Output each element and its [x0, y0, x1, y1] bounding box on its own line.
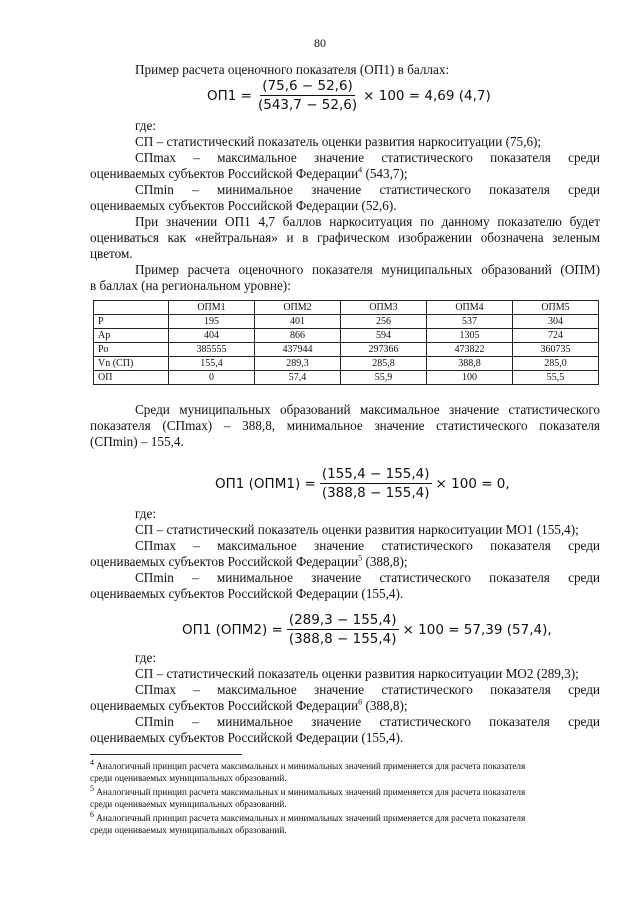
table-row — [94, 315, 599, 329]
definition-spmin: СПmin – минимальное значение статистического показателя среди — [135, 182, 600, 197]
formula-opm2 — [182, 612, 552, 647]
table-cell: 256 — [341, 315, 427, 329]
definition-spmin-cont: оцениваемых субъектов Российской Федерации (155,4). — [90, 730, 404, 745]
footnote-divider — [90, 754, 242, 755]
footnote-4: $^4$ Аналогичный принцип расчета максимальных и минимальных значений применяется для расчета показателя среди оцениваемых муниципальных образований. — [90, 757, 526, 783]
footnote-6: $^6$ Аналогичный принцип расчета максимальных и минимальных значений применяется для расчета показателя среди оцениваемых муниципальных образований. — [90, 809, 526, 835]
definition-spmax: СПmax – максимальное значение статистического показателя среди — [135, 538, 600, 553]
formula-lhs: ОП1 (ОПМ1) = — [215, 475, 316, 492]
definition-spmin: СПmin – минимальное значение статистического показателя среди — [135, 714, 600, 729]
table-cell: 285,0 — [513, 357, 599, 371]
formula-denominator: (388,8 − 155,4) — [288, 631, 397, 647]
formula-lhs: ОП1 = — [207, 87, 252, 104]
formula-fraction — [320, 466, 432, 501]
table-cell: 385555 — [169, 343, 255, 357]
definition-spmin-cont: оцениваемых субъектов Российской Федерации (155,4). — [90, 586, 404, 601]
table-header-cell — [94, 301, 169, 315]
definition-spmax-cont: оцениваемых субъектов Российской Федерации$^6$ (388,8); — [90, 697, 408, 713]
table-cell: 594 — [341, 329, 427, 343]
table-cell: 155,4 — [169, 357, 255, 371]
table-cell: 404 — [169, 329, 255, 343]
formula-opm1 — [215, 466, 510, 501]
definition-sp: СП – статистический показатель оценки развития наркоситуации (75,6); — [135, 134, 542, 149]
footnote-ref: 6 — [358, 697, 363, 707]
table-cell: 100 — [427, 371, 513, 385]
table-row-label: ОП — [94, 371, 169, 385]
table-cell: 297366 — [341, 343, 427, 357]
table-header-cell: ОПМ5 — [513, 301, 599, 315]
table-row — [94, 343, 599, 357]
paragraph-line: показателя (СПmax) – 388,8, минимальное значение статистического показателя — [90, 418, 600, 433]
definition-spmax-cont: оцениваемых субъектов Российской Федерации$^4$ (543,7); — [90, 165, 408, 181]
formula-denominator: (543,7 − 52,6) — [257, 97, 358, 113]
formula-rhs: × 100 = 0, — [435, 475, 510, 492]
table-cell: 437944 — [255, 343, 341, 357]
table-header-cell: ОПМ4 — [427, 301, 513, 315]
where-label: где: — [135, 506, 156, 521]
definition-spmax-cont: оцениваемых субъектов Российской Федерации$^5$ (388,8); — [90, 553, 408, 569]
where-label: где: — [135, 118, 156, 133]
page-number: 80 — [314, 36, 326, 50]
table-cell: 289,3 — [255, 357, 341, 371]
table-cell: 55,9 — [341, 371, 427, 385]
paragraph-line: оцениваться как «нейтральная» и в графическом изображении обозначена зеленым — [90, 230, 600, 245]
paragraph-line: При значении ОП1 4,7 баллов наркоситуация по данному показателю будет — [135, 214, 600, 229]
paragraph-line: (СПmin) – 155,4. — [90, 434, 184, 449]
formula-numerator: (155,4 − 155,4) — [321, 466, 430, 482]
definition-spmin: СПmin – минимальное значение статистического показателя среди — [135, 570, 600, 585]
table-cell: 285,8 — [341, 357, 427, 371]
table-cell: 55,5 — [513, 371, 599, 385]
footnote-ref: 5 — [358, 553, 363, 563]
table-header-row — [94, 301, 599, 315]
paragraph-line: цветом. — [90, 246, 133, 261]
table-header-cell: ОПМ2 — [255, 301, 341, 315]
formula-op1 — [207, 78, 491, 113]
example2-title: Пример расчета оценочного показателя муниципальных образований (ОПМ) — [135, 262, 600, 277]
example1-title: Пример расчета оценочного показателя (ОП1) в баллах: — [135, 62, 450, 77]
table-row — [94, 329, 599, 343]
table-header-cell: ОПМ1 — [169, 301, 255, 315]
paragraph-line: Среди муниципальных образований максимальное значение статистического — [135, 402, 600, 417]
table-cell: 866 — [255, 329, 341, 343]
formula-numerator: (75,6 − 52,6) — [262, 78, 353, 94]
table-cell: 360735 — [513, 343, 599, 357]
table-row — [94, 357, 599, 371]
definition-sp: СП – статистический показатель оценки развития наркоситуации МО2 (289,3); — [135, 666, 579, 681]
formula-rhs: × 100 = 4,69 (4,7) — [363, 87, 491, 104]
table-cell: 473822 — [427, 343, 513, 357]
table-cell: 57,4 — [255, 371, 341, 385]
formula-fraction — [256, 78, 359, 113]
table-row-label: Vn (СП) — [94, 357, 169, 371]
definition-sp: СП – статистический показатель оценки развития наркоситуации МО1 (155,4); — [135, 522, 579, 537]
table-cell: 388,8 — [427, 357, 513, 371]
table-row-label: Ар — [94, 329, 169, 343]
formula-denominator: (388,8 − 155,4) — [321, 485, 430, 501]
formula-lhs: ОП1 (ОПМ2) = — [182, 621, 283, 638]
formula-numerator: (289,3 − 155,4) — [288, 612, 397, 628]
table-header-cell: ОПМ3 — [341, 301, 427, 315]
definition-spmax: СПmax – максимальное значение статистического показателя среди — [135, 682, 600, 697]
table-cell: 0 — [169, 371, 255, 385]
table-row-label: Р — [94, 315, 169, 329]
formula-fraction — [287, 612, 399, 647]
table-row-label: Ро — [94, 343, 169, 357]
opm-table — [93, 300, 599, 385]
table-cell: 724 — [513, 329, 599, 343]
table-cell: 195 — [169, 315, 255, 329]
footnote-5: $^5$ Аналогичный принцип расчета максимальных и минимальных значений применяется для расчета показателя среди оцениваемых муниципальных образований. — [90, 783, 526, 809]
definition-spmax: СПmax – максимальное значение статистического показателя среди — [135, 150, 600, 165]
where-label: где: — [135, 650, 156, 665]
table-cell: 537 — [427, 315, 513, 329]
footnote-ref: 4 — [358, 165, 363, 175]
formula-rhs: × 100 = 57,39 (57,4), — [402, 621, 552, 638]
table-row — [94, 371, 599, 385]
table-cell: 1305 — [427, 329, 513, 343]
example2-title-cont: в баллах (на региональном уровне): — [90, 278, 291, 293]
table-cell: 304 — [513, 315, 599, 329]
definition-spmin-cont: оцениваемых субъектов Российской Федерации (52,6). — [90, 198, 397, 213]
table-cell: 401 — [255, 315, 341, 329]
